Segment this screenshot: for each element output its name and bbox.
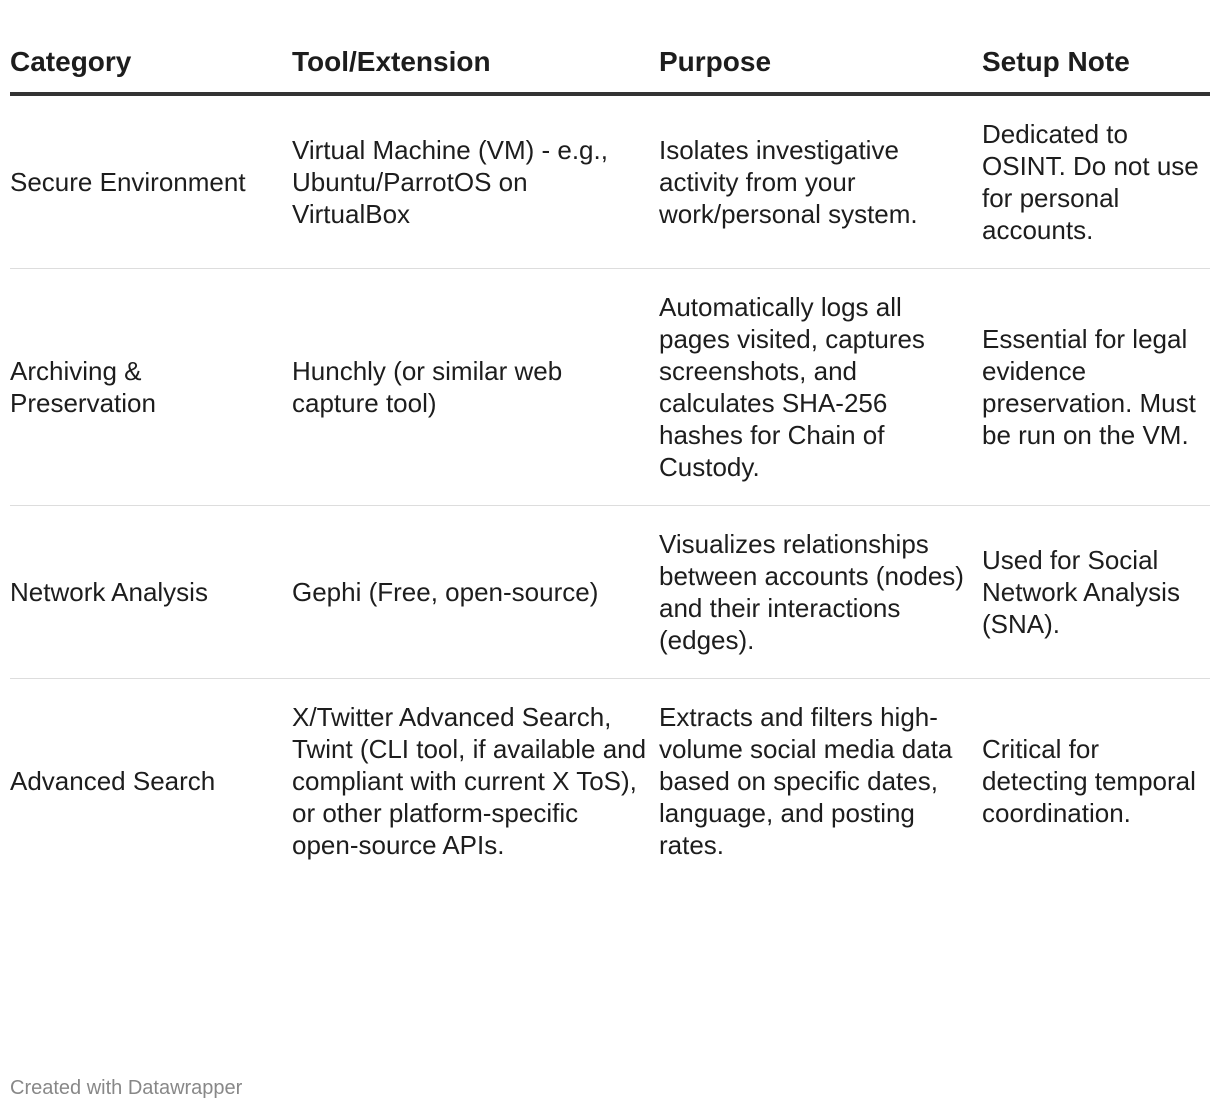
header-tool: Tool/Extension [292, 40, 659, 94]
header-setup-note: Setup Note [982, 40, 1210, 94]
cell-purpose: Visualizes relationships between accounts (nodes) and their interactions (edges). [659, 506, 982, 679]
cell-setup-note: Critical for detecting temporal coordination. [982, 734, 1196, 828]
cell-purpose: Extracts and filters high-volume social media data based on specific dates, language, and posting rates. [659, 702, 953, 860]
table-row [10, 679, 1210, 884]
table-row [10, 506, 1210, 679]
cell-purpose: Isolates investigative activity from your work/personal system. [659, 94, 982, 269]
header-category: Category [10, 40, 292, 94]
cell-category: Archiving & Preservation [10, 269, 292, 506]
osint-tools-table [10, 40, 1210, 883]
datawrapper-credit[interactable]: Created with Datawrapper [10, 1077, 243, 1099]
table-row [10, 269, 1210, 506]
header-row [10, 40, 1210, 94]
cell-tool: Virtual Machine (VM) - e.g., Ubuntu/ParrotOS on VirtualBox [292, 94, 659, 269]
header-purpose: Purpose [659, 40, 982, 94]
table-header [10, 40, 1210, 94]
cell-category: Network Analysis [10, 506, 292, 679]
cell-tool: X/Twitter Advanced Search, Twint (CLI tool, if available and compliant with current X ToS), or other platform-specific open-source APIs. [292, 702, 647, 860]
cell-category: Secure Environment [10, 94, 292, 269]
data-table-container [10, 40, 1210, 883]
cell-setup-note: Used for Social Network Analysis (SNA). [982, 506, 1210, 679]
cell-setup-note: Dedicated to OSINT. Do not use for personal accounts. [982, 94, 1210, 269]
table-row [10, 94, 1210, 269]
cell-purpose: Automatically logs all pages visited, captures screenshots, and calculates SHA-256 hashes for Chain of Custody. [659, 269, 982, 506]
cell-tool: Gephi (Free, open-source) [292, 506, 659, 679]
cell-tool: Hunchly (or similar web capture tool) [292, 269, 659, 506]
cell-setup-note: Essential for legal evidence preservation. Must be run on the VM. [982, 269, 1210, 506]
table-body [10, 94, 1210, 883]
cell-category: Advanced Search [10, 766, 216, 796]
